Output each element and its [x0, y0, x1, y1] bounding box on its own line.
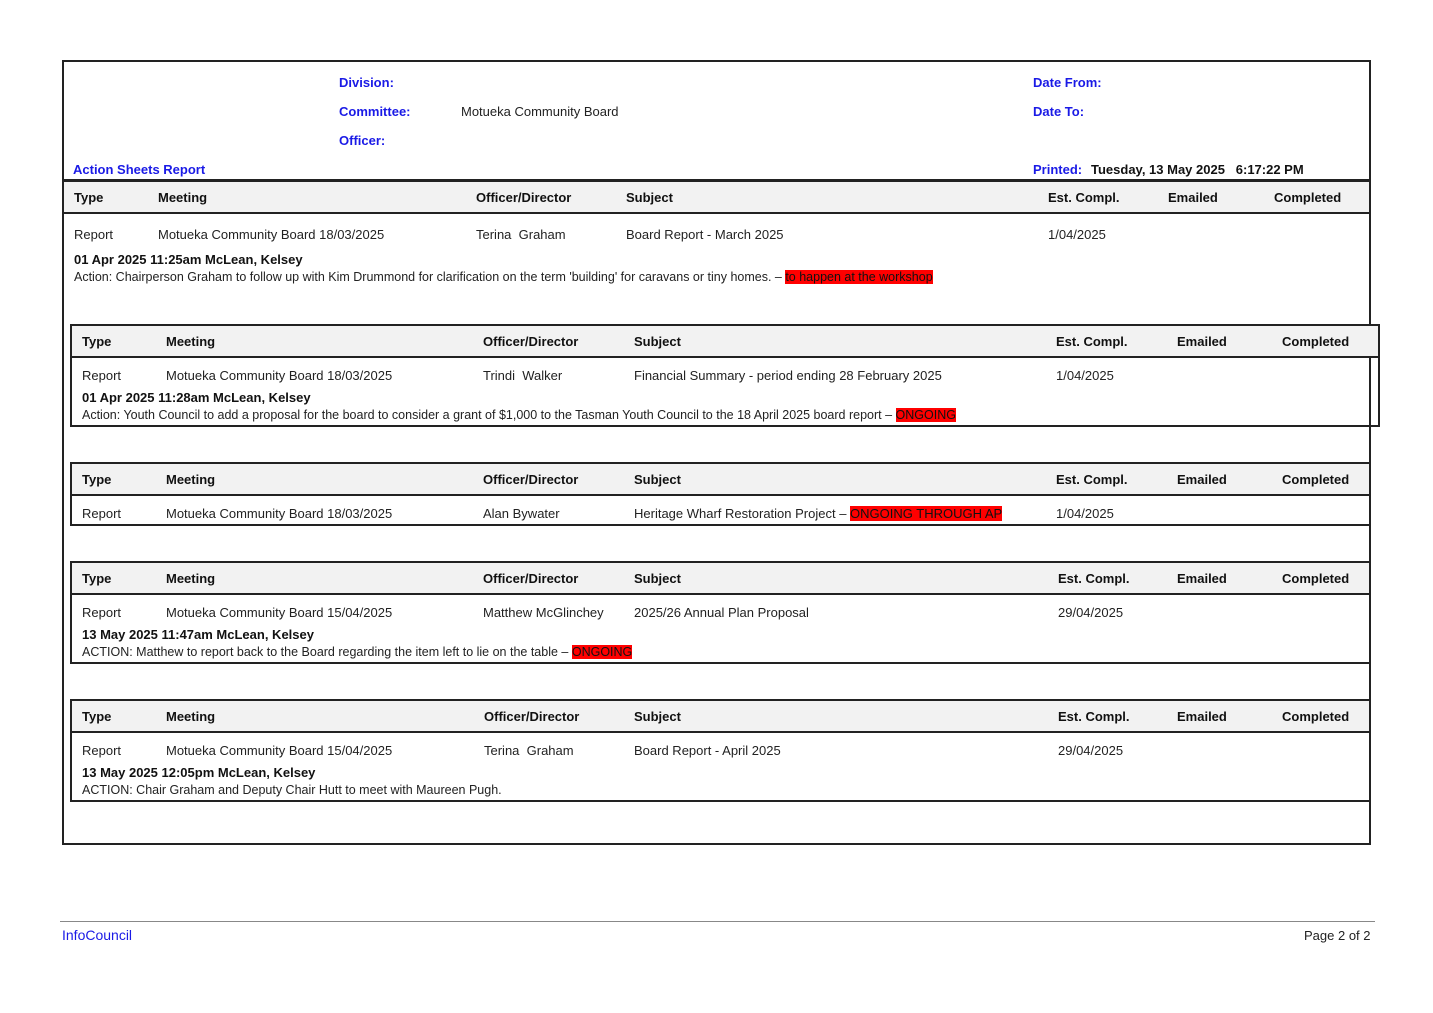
printed-value: Tuesday, 13 May 2025 6:17:22 PM [1091, 162, 1304, 177]
record-note-head: 01 Apr 2025 11:28am McLean, Kelsey [82, 390, 311, 405]
record-3-header-row [72, 464, 1369, 496]
record-officer: Alan Bywater [483, 506, 560, 521]
record-subject-text: Heritage Wharf Restoration Project – [634, 506, 851, 521]
col-officer: Officer/Director [483, 571, 579, 586]
action-record-5 [70, 699, 1371, 802]
record-meeting: Motueka Community Board 18/03/2025 [166, 506, 393, 521]
col-subject: Subject [634, 709, 681, 724]
record-meeting: Motueka Community Board 18/03/2025 [166, 368, 393, 383]
record-5-header-row [72, 701, 1369, 733]
col-completed: Completed [1282, 472, 1350, 487]
col-subject: Subject [634, 472, 681, 487]
date-from-label: Date From: [1033, 75, 1102, 90]
record-est-compl: 1/04/2025 [1048, 227, 1106, 242]
col-emailed: Emailed [1177, 709, 1227, 724]
col-completed: Completed [1282, 334, 1350, 349]
record-note-text: Action: Chairperson Graham to follow up with Kim Drummond for clarification on the term 'building' for caravans or tiny homes. – [74, 270, 786, 284]
record-meeting: Motueka Community Board 15/04/2025 [166, 743, 393, 758]
action-record-1 [64, 179, 1369, 325]
col-meeting: Meeting [166, 709, 216, 724]
record-note-text: ACTION: Chair Graham and Deputy Chair Hutt to meet with Maureen Pugh. [82, 783, 502, 797]
record-type: Report [82, 368, 122, 383]
col-emailed: Emailed [1177, 472, 1227, 487]
record-est-compl: 1/04/2025 [1056, 368, 1114, 383]
col-est-compl: Est. Compl. [1056, 472, 1128, 487]
record-subject: Board Report - March 2025 [626, 227, 784, 242]
action-record-2 [70, 324, 1380, 427]
col-subject: Subject [634, 571, 681, 586]
col-type: Type [82, 472, 112, 487]
record-meeting: Motueka Community Board 15/04/2025 [166, 605, 393, 620]
record-note-text: ACTION: Matthew to report back to the Board regarding the item left to lie on the table – [82, 645, 572, 659]
record-4-header-row [72, 563, 1369, 595]
col-meeting: Meeting [158, 190, 208, 205]
col-officer: Officer/Director [483, 472, 579, 487]
record-type: Report [74, 227, 114, 242]
record-note [74, 270, 933, 284]
footer-divider [60, 921, 1375, 922]
record-officer: Trindi Walker [483, 368, 563, 383]
record-type: Report [82, 743, 122, 758]
col-type: Type [74, 190, 104, 205]
officer-label: Officer: [339, 133, 386, 148]
col-type: Type [82, 709, 112, 724]
record-est-compl: 29/04/2025 [1058, 605, 1124, 620]
footer-brand: InfoCouncil [62, 927, 133, 943]
record-note [82, 408, 956, 422]
status-highlight: ONGOING [895, 408, 956, 422]
col-officer: Officer/Director [476, 190, 572, 205]
col-completed: Completed [1282, 709, 1350, 724]
col-est-compl: Est. Compl. [1056, 334, 1128, 349]
status-highlight: to happen at the workshop [785, 270, 933, 284]
page-number: Page 2 of 2 [1304, 928, 1371, 943]
col-emailed: Emailed [1177, 334, 1227, 349]
printed-label: Printed: [1033, 162, 1083, 177]
record-meeting: Motueka Community Board 18/03/2025 [158, 227, 385, 242]
col-officer: Officer/Director [483, 334, 579, 349]
status-highlight: ONGOING THROUGH AP [850, 506, 1003, 521]
record-officer: Terina Graham [484, 743, 574, 758]
report-title: Action Sheets Report [73, 162, 206, 177]
record-note-head: 13 May 2025 11:47am McLean, Kelsey [82, 627, 314, 642]
record-type: Report [82, 605, 122, 620]
record-est-compl: 1/04/2025 [1056, 506, 1114, 521]
record-2-header-row [72, 326, 1378, 358]
committee-value: Motueka Community Board [461, 104, 619, 119]
col-est-compl: Est. Compl. [1058, 571, 1130, 586]
record-officer: Terina Graham [476, 227, 566, 242]
record-note [82, 783, 502, 797]
col-meeting: Meeting [166, 334, 216, 349]
col-est-compl: Est. Compl. [1058, 709, 1130, 724]
col-officer: Officer/Director [484, 709, 580, 724]
col-meeting: Meeting [166, 472, 216, 487]
status-highlight: ONGOING [571, 645, 633, 659]
record-subject: Board Report - April 2025 [634, 743, 781, 758]
col-emailed: Emailed [1168, 190, 1218, 205]
col-emailed: Emailed [1177, 571, 1227, 586]
col-type: Type [82, 334, 112, 349]
col-est-compl: Est. Compl. [1048, 190, 1120, 205]
record-note-head: 01 Apr 2025 11:25am McLean, Kelsey [74, 252, 303, 267]
action-record-3 [70, 462, 1371, 526]
col-completed: Completed [1274, 190, 1342, 205]
division-label: Division: [339, 75, 394, 90]
record-subject [634, 506, 1002, 521]
record-subject: 2025/26 Annual Plan Proposal [634, 605, 809, 620]
record-subject: Financial Summary - period ending 28 February 2025 [634, 368, 942, 383]
col-meeting: Meeting [166, 571, 216, 586]
record-est-compl: 29/04/2025 [1058, 743, 1124, 758]
record-note [82, 645, 632, 659]
record-note-head: 13 May 2025 12:05pm McLean, Kelsey [82, 765, 316, 780]
date-to-label: Date To: [1033, 104, 1085, 119]
committee-label: Committee: [339, 104, 411, 119]
col-subject: Subject [626, 190, 673, 205]
col-type: Type [82, 571, 112, 586]
record-1-header-row [64, 182, 1369, 214]
record-note-text: Action: Youth Council to add a proposal for the board to consider a grant of $1,000 to the Tasman Youth Council to the 18 April 2025 board report – [82, 408, 896, 422]
col-subject: Subject [634, 334, 681, 349]
report-frame [62, 60, 1371, 845]
action-record-4 [70, 561, 1371, 664]
record-officer: Matthew McGlinchey [483, 605, 604, 620]
record-type: Report [82, 506, 122, 521]
col-completed: Completed [1282, 571, 1350, 586]
